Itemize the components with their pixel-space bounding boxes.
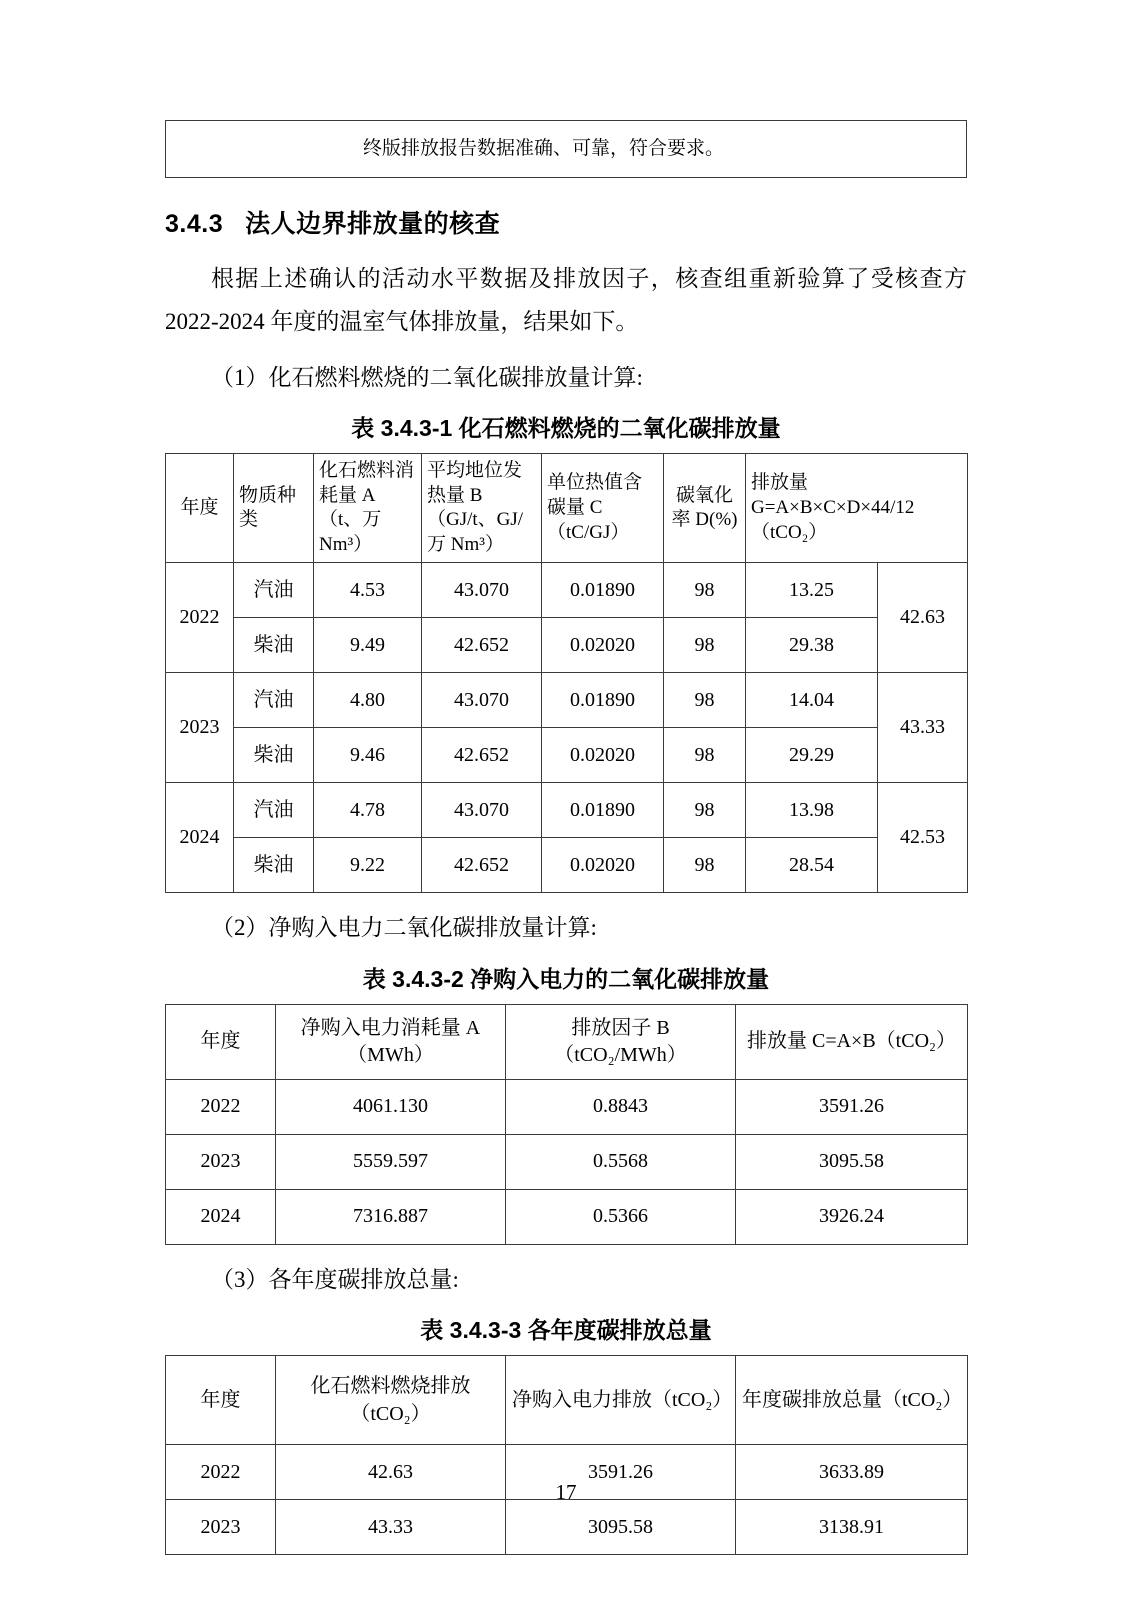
cell-a: 9.49 [314,618,422,673]
cell-b: 0.5568 [506,1134,736,1189]
cell-c: 0.01890 [542,673,664,728]
cell-g: 28.54 [746,838,878,893]
section-number: 3.4.3 [165,210,224,238]
table-row [166,1079,968,1134]
cell-year-total: 42.63 [878,563,968,673]
continued-table-top [165,120,967,178]
table-header-row [166,1356,968,1445]
section-heading [165,204,967,240]
fossil-fuel-emission-table [165,453,968,893]
cell-power: 3095.58 [506,1500,736,1555]
cell-g: 13.25 [746,563,878,618]
cell-b: 43.070 [422,783,542,838]
cell-g: 29.29 [746,728,878,783]
cell-year: 2024 [166,783,234,893]
th-annual-total: 年度碳排放总量（tCO₂） [736,1356,968,1445]
cell-fossil: 43.33 [276,1500,506,1555]
table-header-row [166,454,968,563]
cell-year: 2023 [166,673,234,783]
th-power-emission: 净购入电力排放（tCO₂） [506,1356,736,1445]
th-fossil-emission: 化石燃料燃烧排放（tCO₂） [276,1356,506,1445]
cell-a: 5559.597 [276,1134,506,1189]
cell-fossil: 42.63 [276,1445,506,1500]
cell-material: 汽油 [234,673,314,728]
cell-c: 0.02020 [542,838,664,893]
table-row [166,1134,968,1189]
th-material: 物质种类 [234,454,314,563]
cell-b: 43.070 [422,673,542,728]
cell-material: 汽油 [234,783,314,838]
cell-a: 4061.130 [276,1079,506,1134]
cell-year: 2022 [166,563,234,673]
cell-g: 13.98 [746,783,878,838]
cell-d: 98 [664,838,746,893]
table-row [166,618,968,673]
section-title: 法人边界排放量的核查 [245,210,501,238]
table-row [166,673,968,728]
table2-caption: 表 3.4.3-2 净购入电力的二氧化碳排放量 [362,965,770,992]
table-row [166,1500,968,1555]
cell-d: 98 [664,728,746,783]
cell-a: 9.46 [314,728,422,783]
th-power-consumption: 净购入电力消耗量 A（MWh） [276,1004,506,1079]
cell-year: 2022 [166,1445,276,1500]
cell-a: 4.53 [314,563,422,618]
cell-a: 9.22 [314,838,422,893]
th-oxidation-rate: 碳氧化率 D(%) [664,454,746,563]
th-consumption: 化石燃料消耗量 A（t、万 Nm³） [314,454,422,563]
cell-b: 43.070 [422,563,542,618]
cell-d: 98 [664,618,746,673]
cell-c: 3591.26 [736,1079,968,1134]
cell-a: 7316.887 [276,1189,506,1244]
table-row [166,783,968,838]
table-row [166,838,968,893]
cell-material: 汽油 [234,563,314,618]
cell-power: 3591.26 [506,1445,736,1500]
cell-b: 0.5366 [506,1189,736,1244]
table3-caption: 表 3.4.3-3 各年度碳排放总量 [420,1317,712,1344]
table-row [166,563,968,618]
th-emission: 排放量 G=A×B×C×D×44/12（tCO₂） [746,454,968,563]
list-item-2: （2）净购入电力二氧化碳排放量计算: [211,915,597,941]
table-row [166,728,968,783]
cell-b: 42.652 [422,618,542,673]
list-item-1: （1）化石燃料燃烧的二氧化碳排放量计算: [211,365,643,391]
table-header-row [166,1004,968,1079]
cell-year-total: 43.33 [878,673,968,783]
cell-d: 98 [664,563,746,618]
annual-total-emission-table [165,1355,968,1555]
cell-c: 0.01890 [542,783,664,838]
cell-g: 14.04 [746,673,878,728]
th-year: 年度 [166,1356,276,1445]
cell-c: 0.01890 [542,563,664,618]
purchased-power-emission-table [165,1004,968,1245]
th-heat-value: 平均地位发热量 B（GJ/t、GJ/万 Nm³） [422,454,542,563]
cell-year: 2022 [166,1079,276,1134]
page-number: 17 [555,1480,577,1504]
cell-a: 4.78 [314,783,422,838]
cell-c: 0.02020 [542,618,664,673]
cell-c: 0.02020 [542,728,664,783]
th-carbon-content: 单位热值含碳量 C（tC/GJ） [542,454,664,563]
table-row [166,121,967,178]
cell-year: 2023 [166,1134,276,1189]
th-emission: 排放量 C=A×B（tCO₂） [736,1004,968,1079]
continued-table-empty-cell [166,121,354,178]
cell-year: 2024 [166,1189,276,1244]
cell-total: 3633.89 [736,1445,968,1500]
cell-d: 98 [664,783,746,838]
continued-table-text-cell: 终版排放报告数据准确、可靠，符合要求。 [353,121,967,178]
table-row [166,1189,968,1244]
cell-d: 98 [664,673,746,728]
list-item-3: （3）各年度碳排放总量: [211,1266,459,1292]
th-emission-factor: 排放因子 B（tCO₂/MWh） [506,1004,736,1079]
cell-material: 柴油 [234,838,314,893]
th-year: 年度 [166,454,234,563]
cell-b: 0.8843 [506,1079,736,1134]
cell-material: 柴油 [234,618,314,673]
cell-year-total: 42.53 [878,783,968,893]
cell-total: 3138.91 [736,1500,968,1555]
cell-a: 4.80 [314,673,422,728]
th-year: 年度 [166,1004,276,1079]
cell-g: 29.38 [746,618,878,673]
cell-c: 3926.24 [736,1189,968,1244]
cell-b: 42.652 [422,838,542,893]
cell-c: 3095.58 [736,1134,968,1189]
cell-year: 2023 [166,1500,276,1555]
cell-b: 42.652 [422,728,542,783]
cell-material: 柴油 [234,728,314,783]
table1-caption: 表 3.4.3-1 化石燃料燃烧的二氧化碳排放量 [351,415,781,442]
intro-paragraph: 根据上述确认的活动水平数据及排放因子，核查组重新验算了受核查方 2022-2024 年度的温室气体排放量，结果如下。 [165,266,967,334]
